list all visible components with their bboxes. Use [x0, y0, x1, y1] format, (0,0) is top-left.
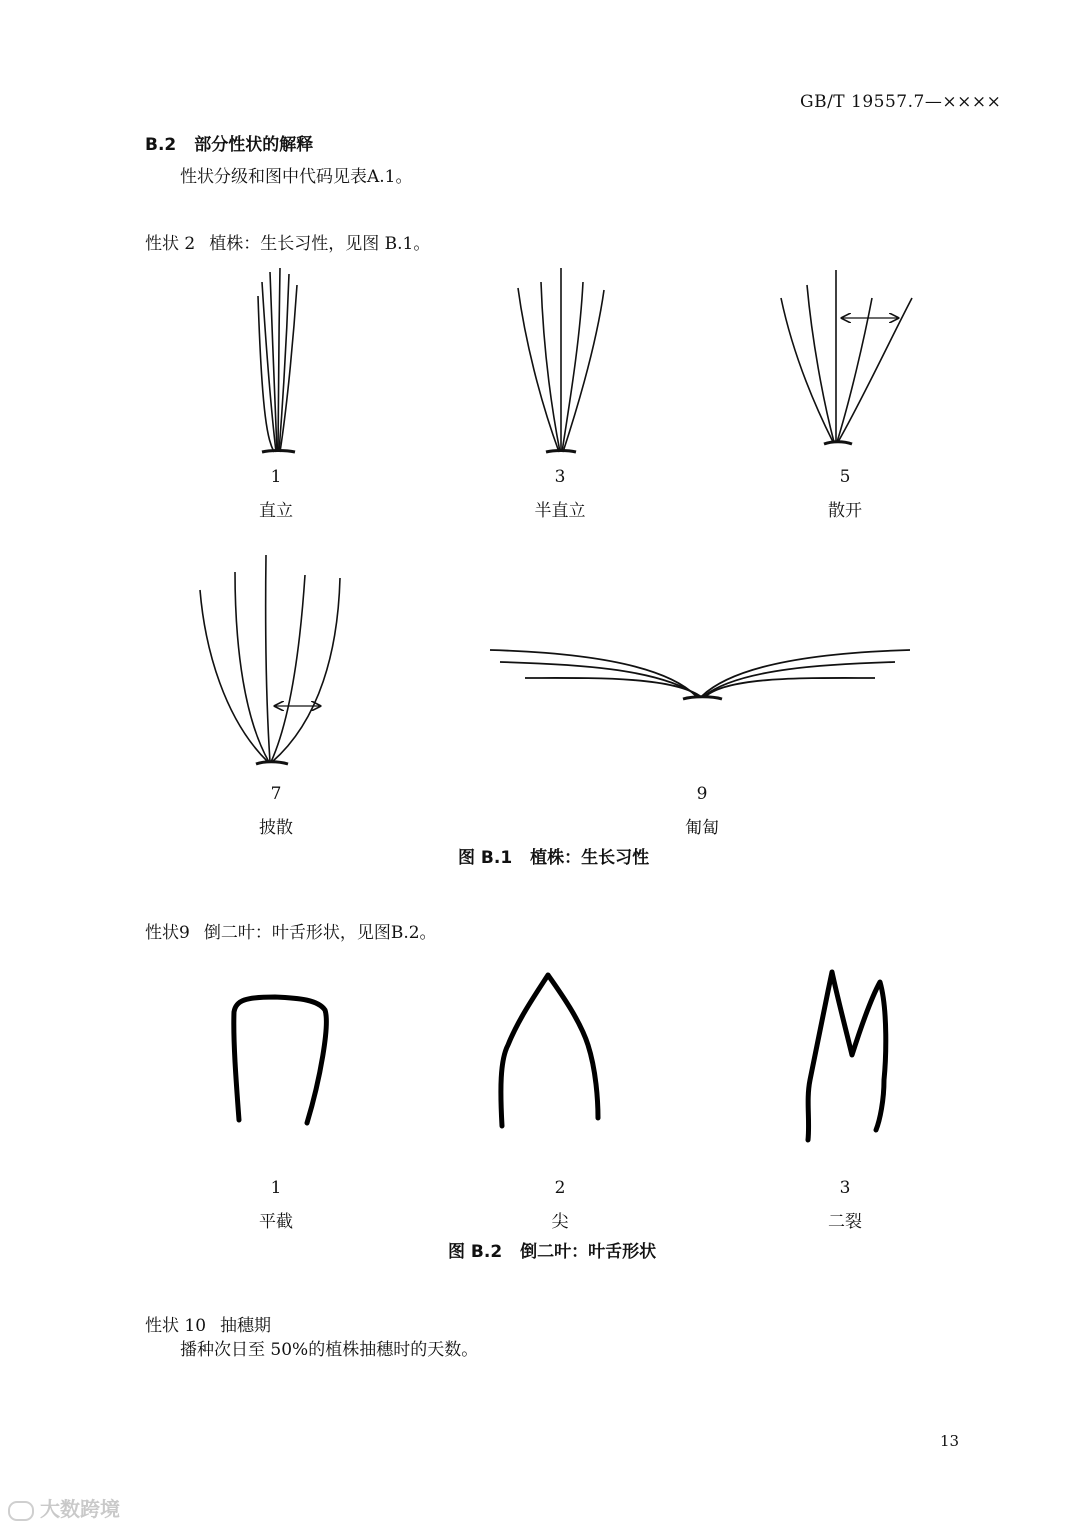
fig2-item1-code: 1	[270, 1178, 282, 1198]
ligule-acute-drawing	[501, 975, 598, 1126]
page-number: 13	[940, 1432, 960, 1450]
figure-b1-text: 植株：生长习性	[530, 848, 650, 868]
ligule-bifid-drawing	[808, 972, 886, 1140]
trait10-line	[145, 1311, 271, 1336]
fig2-item2-code: 2	[554, 1178, 566, 1198]
trait2-label: 性状 2	[145, 234, 196, 254]
section-title: 部分性状的解释	[194, 135, 314, 155]
figure-b2-text: 倒二叶：叶舌形状	[520, 1242, 657, 1262]
fig2-item3-code: 3	[839, 1178, 851, 1198]
document-code: GB/T 19557.7—××××	[800, 92, 1002, 112]
fig1-item2-name: 半直立	[534, 501, 586, 521]
fig1-item3-code: 5	[839, 467, 851, 487]
fig2-item2-name: 尖	[551, 1212, 569, 1232]
fig1-item3-name: 散开	[828, 501, 862, 521]
fig1-item4-name: 披散	[259, 818, 293, 838]
figure-b2-title	[448, 1237, 656, 1262]
trait10-text: 抽穗期	[220, 1316, 272, 1336]
plant-semi-prostrate-drawing	[200, 555, 340, 764]
watermark-text: 大数跨境	[40, 1497, 120, 1521]
trait10-description: 播种次日至 50%的植株抽穗时的天数。	[180, 1340, 479, 1360]
ligule-truncate-drawing	[234, 997, 327, 1123]
trait10-label: 性状 10	[145, 1316, 207, 1336]
figure-b2-number: 图 B.2	[448, 1242, 503, 1262]
plant-spreading-drawing	[781, 270, 912, 444]
fig2-item1-name: 平截	[259, 1212, 293, 1232]
fig1-item4-code: 7	[270, 784, 282, 804]
figure-b1-number: 图 B.1	[458, 848, 513, 868]
fig1-item1-name: 直立	[259, 501, 293, 521]
plant-erect-drawing	[258, 268, 297, 452]
plant-prostrate-drawing	[490, 650, 910, 699]
plant-semi-erect-drawing	[518, 268, 604, 452]
trait9-text: 倒二叶：叶舌形状，见图B.2。	[203, 923, 437, 943]
fig1-item5-code: 9	[696, 784, 708, 804]
section-intro: 性状分级和图中代码见表A.1。	[180, 167, 413, 187]
trait9-label: 性状9	[145, 923, 190, 943]
fig1-item2-code: 3	[554, 467, 566, 487]
figure-b1-title	[458, 843, 649, 868]
logo-icon	[8, 1501, 34, 1521]
fig1-item5-name: 匍匐	[685, 818, 719, 838]
fig2-item3-name: 二裂	[828, 1212, 862, 1232]
trait2-text: 植株：生长习性，见图 B.1。	[209, 234, 431, 254]
trait9-line	[145, 918, 437, 943]
watermark	[8, 1493, 120, 1522]
fig1-item1-code: 1	[270, 467, 282, 487]
section-number: B.2	[145, 135, 177, 155]
